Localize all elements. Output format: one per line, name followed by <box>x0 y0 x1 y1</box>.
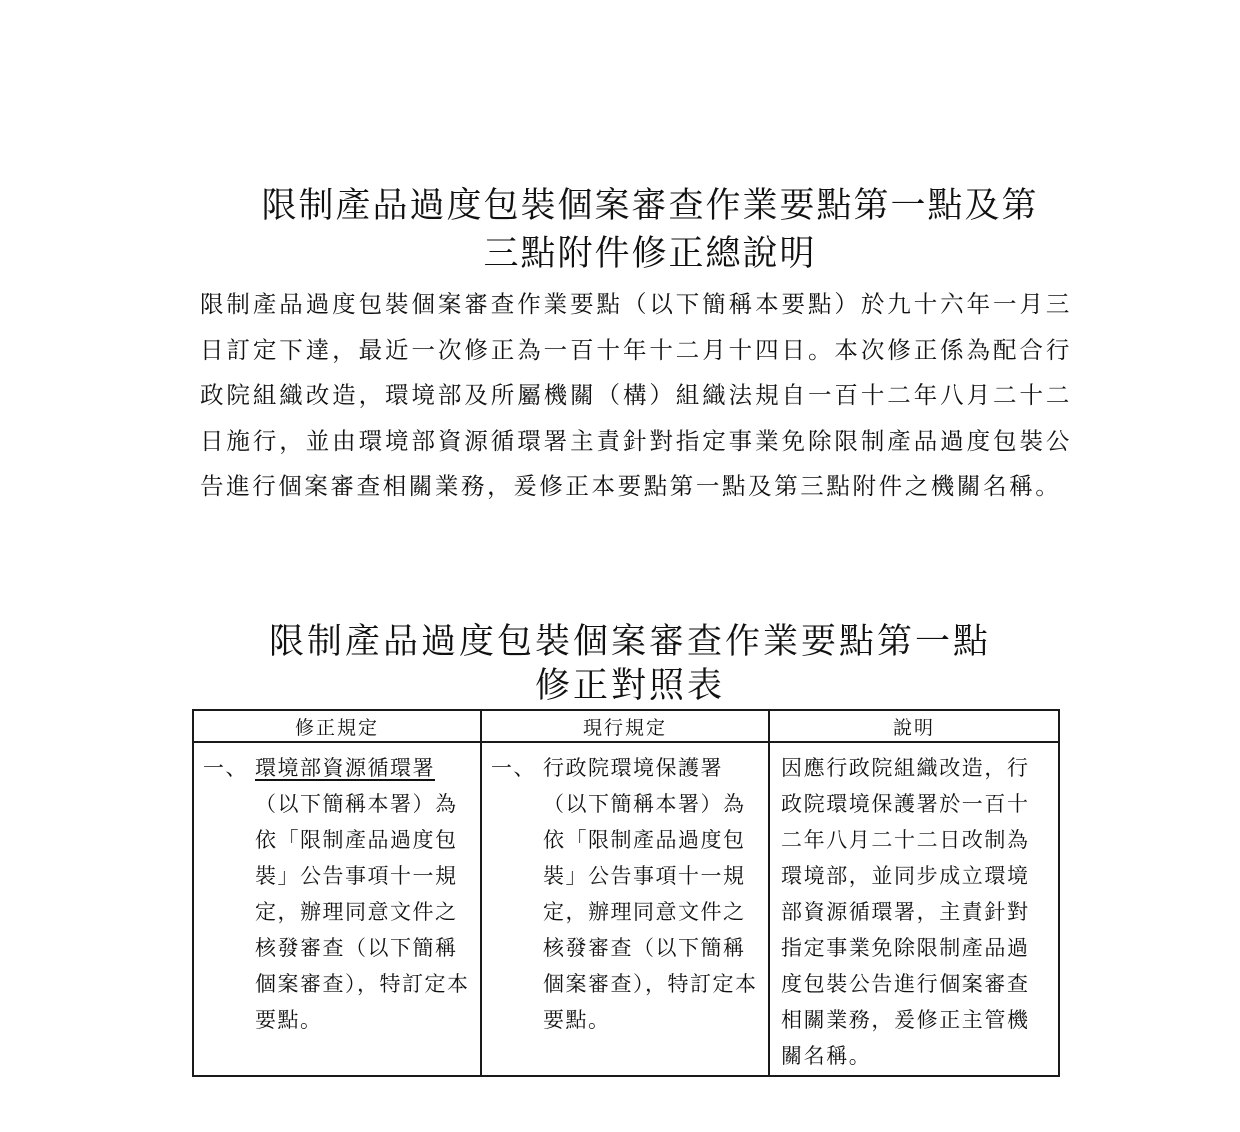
cell-amended <box>193 742 481 1076</box>
header-amended: 修正規定 <box>193 710 481 742</box>
document-title-line-2: 三點附件修正總說明 <box>483 234 817 274</box>
current-item-number: 一、 <box>491 756 536 780</box>
intro-paragraph: 限制產品過度包裝個案審查作業要點（以下簡稱本要點）於九十六年一月三日訂定下達，最近一次修正為一百十年十二月十四日。本次修正係為配合行政院組織改造，環境部及所屬機關（構）組織法規自一百十二年八月二十二日施行，並由環境部資源循環署主責針對指定事業免除限制產品過度包裝公告進行個案審查相關業務，爰修正本要點第一點及第三點附件之機關名稱。 <box>200 290 1072 500</box>
amended-underlined-text: 環境部資源循環署 <box>255 756 435 780</box>
table-title <box>215 620 1045 708</box>
table-row <box>193 742 1059 1076</box>
document-title-line-1: 限制產品過度包裝個案審查作業要點第一點及第 <box>261 186 1039 226</box>
amended-item-number: 一、 <box>203 756 248 780</box>
cell-current <box>481 742 769 1076</box>
comparison-table <box>192 709 1060 1077</box>
table-title-line-2: 修正對照表 <box>534 666 725 706</box>
header-explanation: 說明 <box>769 710 1059 742</box>
cell-explanation <box>769 742 1059 1076</box>
amended-text: （以下簡稱本署）為依「限制產品過度包裝」公告事項十一規定，辦理同意文件之核發審查（以下簡稱個案審查），特訂定本要點。 <box>255 792 470 1032</box>
table-title-line-1: 限制產品過度包裝個案審查作業要點第一點 <box>268 622 991 662</box>
header-current: 現行規定 <box>481 710 769 742</box>
explanation-text: 因應行政院組織改造，行政院環境保護署於一百十二年八月二十二日改制為環境部，並同步成立環境部資源循環署，主責針對指定事業免除限制產品過度包裝公告進行個案審查相關業務，爰修正主管機關名稱。 <box>781 756 1030 1068</box>
current-text: 行政院環境保護署（以下簡稱本署）為依「限制產品過度包裝」公告事項十一規定，辦理同意文件之核發審查（以下簡稱個案審查），特訂定本要點。 <box>543 756 758 1032</box>
document-title <box>215 182 1085 278</box>
table-header-row <box>193 710 1059 742</box>
